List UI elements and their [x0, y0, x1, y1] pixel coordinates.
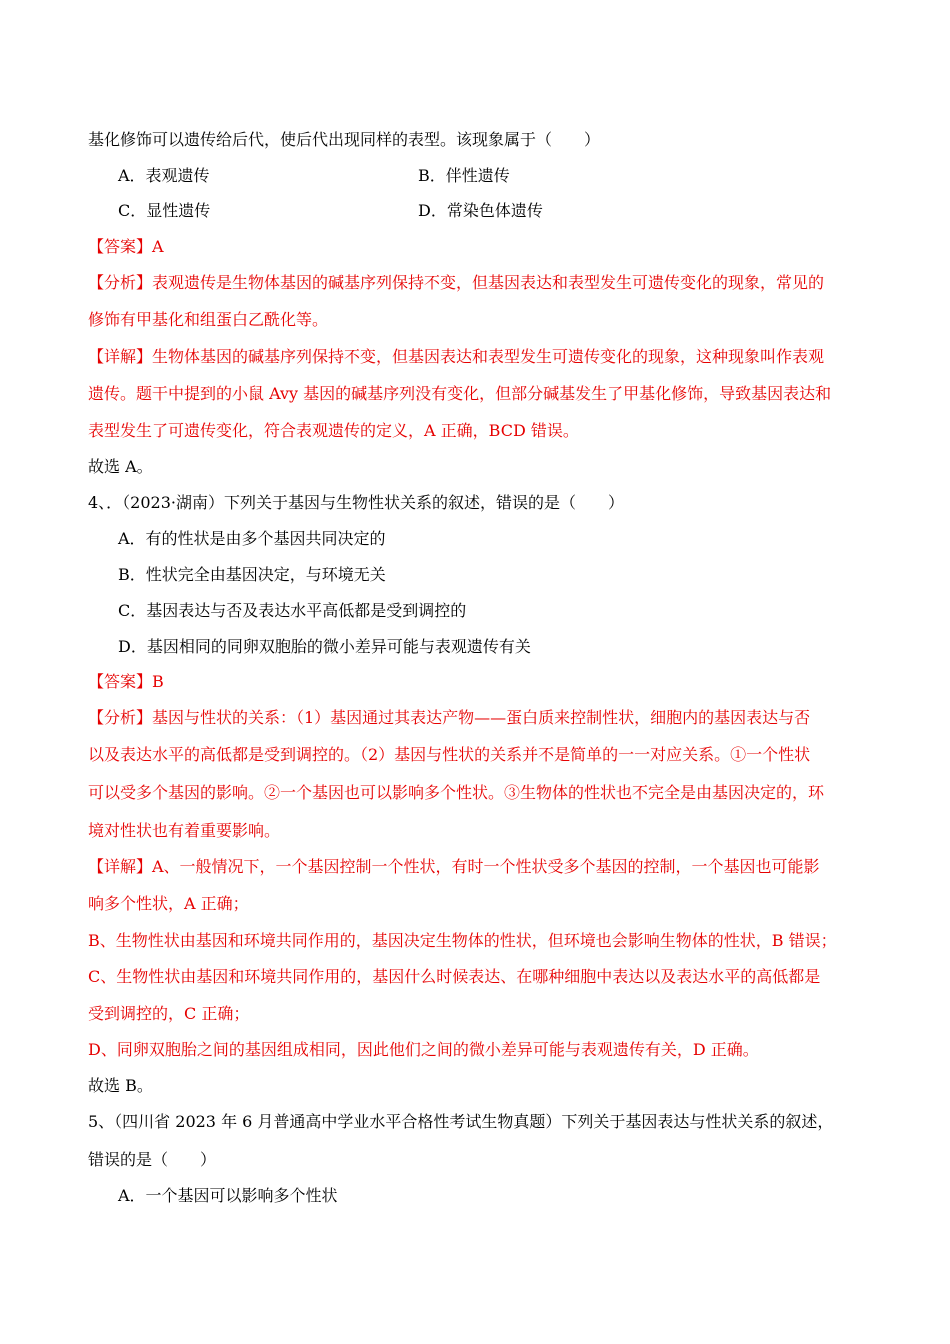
q4-option-d: D．基因相同的同卵双胞胎的微小差异可能与表观遗传有关	[118, 637, 531, 656]
q3-option-d: D．常染色体遗传	[418, 201, 543, 220]
q4-answer: 【答案】B	[88, 672, 164, 691]
q3-option-b: B．伴性遗传	[418, 166, 510, 185]
q4-detail-line: B、生物性状由基因和环境共同作用的，基因决定生物体的性状，但环境也会影响生物体的性状，B 错误；	[88, 931, 837, 950]
q4-detail-line: C、生物性状由基因和环境共同作用的，基因什么时候表达、在哪种细胞中表达以及表达水平的高低都是	[88, 967, 821, 986]
q5-option-a: A．一个基因可以影响多个性状	[118, 1186, 338, 1205]
q4-option-b: B．性状完全由基因决定，与环境无关	[118, 565, 386, 584]
q4-option-a: A．有的性状是由多个基因共同决定的	[118, 529, 386, 548]
q5-stem-line: 5、（四川省 2023 年 6 月普通高中学业水平合格性考试生物真题）下列关于基因表达与性状关系的叙述，	[88, 1112, 834, 1131]
q3-answer: 【答案】A	[88, 237, 164, 256]
q3-option-a: A．表观遗传	[118, 166, 210, 185]
q3-analysis-line: 【分析】表观遗传是生物体基因的碱基序列保持不变，但基因表达和表型发生可遗传变化的现象，常见的	[88, 273, 825, 292]
q3-detail-line: 表型发生了可遗传变化，符合表观遗传的定义，A 正确，BCD 错误。	[88, 421, 579, 440]
q4-analysis-line: 境对性状也有着重要影响。	[88, 821, 281, 840]
q4-analysis-line: 【分析】基因与性状的关系：（1）基因通过其表达产物——蛋白质来控制性状，细胞内的基因表达与否	[88, 708, 811, 727]
q3-option-c: C．显性遗传	[118, 201, 211, 220]
q4-detail-line: 【详解】A、一般情况下，一个基因控制一个性状，有时一个性状受多个基因的控制，一个基因也可能影	[88, 857, 820, 876]
q4-detail-line: 响多个性状，A 正确；	[88, 894, 249, 913]
q4-option-c: C．基因表达与否及表达水平高低都是受到调控的	[118, 601, 467, 620]
q3-detail-line: 遗传。题干中提到的小鼠 Avy 基因的碱基序列没有变化，但部分碱基发生了甲基化修饰，导致基因表达和	[88, 384, 832, 403]
q5-stem-line: 错误的是（ ）	[88, 1150, 217, 1169]
q4-detail-line: D、同卵双胞胎之间的基因组成相同，因此他们之间的微小差异可能与表观遗传有关，D 正确。	[88, 1040, 759, 1059]
q4-analysis-line: 以及表达水平的高低都是受到调控的。（2）基因与性状的关系并不是简单的一一对应关系。①一个性状	[88, 745, 811, 764]
q3-stem: 基化修饰可以遗传给后代，使后代出现同样的表型。该现象属于（ ）	[88, 130, 601, 149]
q3-analysis-line: 修饰有甲基化和组蛋白乙酰化等。	[88, 310, 329, 329]
q3-choose: 故选 A。	[88, 457, 153, 476]
q3-detail-line: 【详解】生物体基因的碱基序列保持不变，但基因表达和表型发生可遗传变化的现象，这种现象叫作表观	[88, 347, 825, 366]
q4-choose: 故选 B。	[88, 1076, 153, 1095]
q4-analysis-line: 可以受多个基因的影响。②一个基因也可以影响多个性状。③生物体的性状也不完全是由基因决定的，环	[88, 783, 825, 802]
q4-stem: 4、．（2023·湖南）下列关于基因与生物性状关系的叙述，错误的是（ ）	[88, 493, 624, 512]
q4-detail-line: 受到调控的，C 正确；	[88, 1004, 250, 1023]
